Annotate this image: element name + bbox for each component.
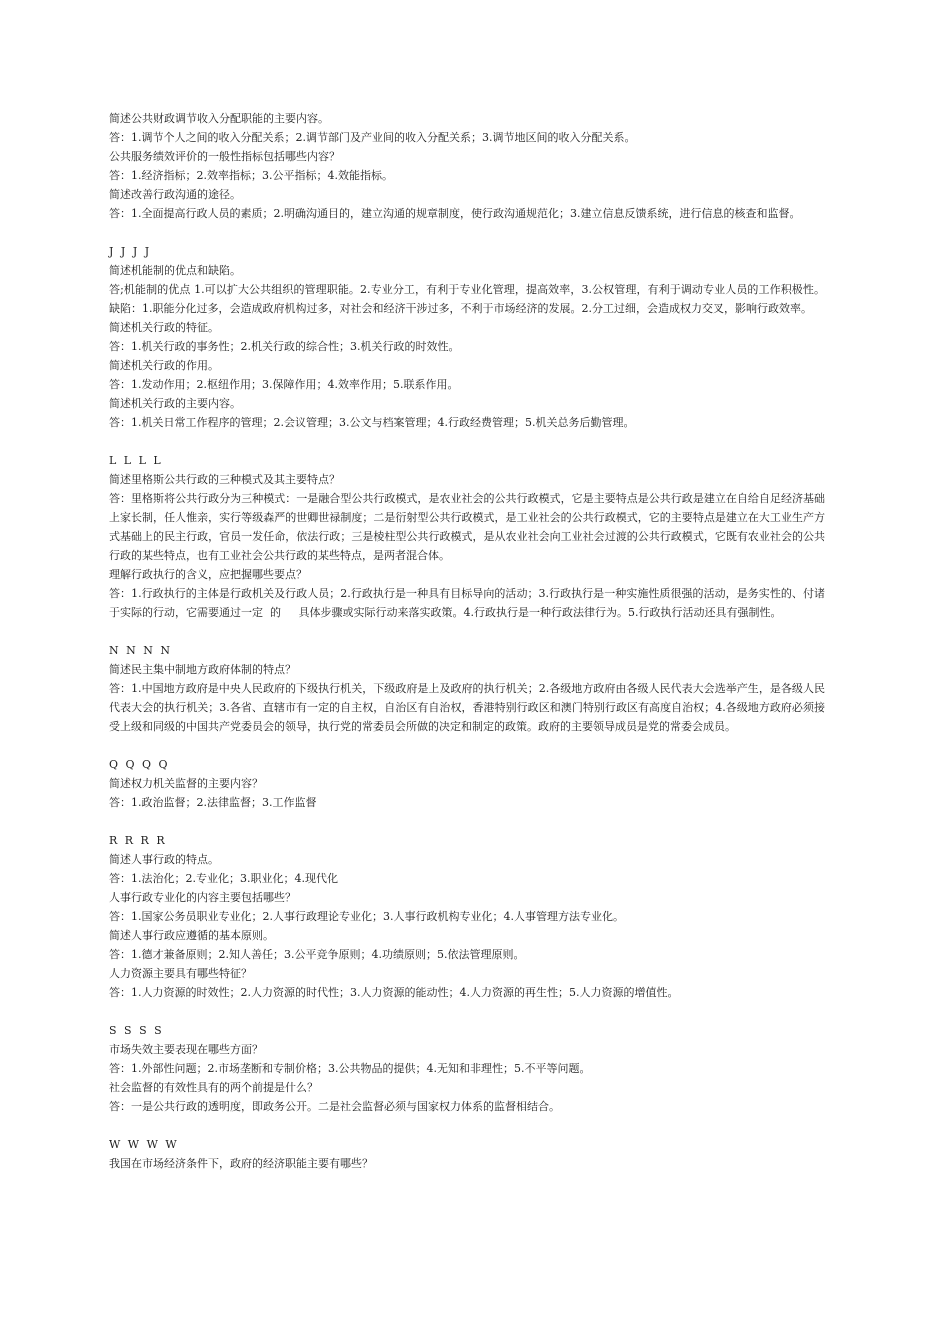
question-text: 理解行政执行的含义，应把握哪些要点？ [109, 568, 307, 581]
qa-block [109, 641, 825, 736]
section-letter-heading: R R R R [109, 834, 167, 847]
answer-text: 答：里格斯将公共行政分为三种模式：一是融合型公共行政模式，是农业社会的公共行政模式，它是主要特点是公共行政是建立在自给自足经济基础上家长制，任人惟亲，实行等级森严的世卿世禄制度；二是衍射型公共行政模式，是工业社会的公共行政模式，它的主要特点是建立在大工业生产方式基础上的民主行政，官员一发任命，依法行政；三是棱柱型公共行政模式，是从农业社会向工业社会过渡的公共行政模式，它既有农业社会的公共行政的某些特点，也有工业社会公共行政的某些特点，是两者混合体。 [109, 492, 825, 562]
question-text: 简述机能制的优点和缺陷。 [109, 264, 241, 277]
qa-block [109, 242, 825, 432]
answer-text: 答：1.行政执行的主体是行政机关及行政人员；2.行政执行是一种具有目标导向的活动；3.行政执行是一种实施性质很强的活动，是务实性的、付诸于实际的行动，它需要通过一定 的 具体步骤或实际行动来落实政策。4.行政执行是一种行政法律行为。5.行政执行活动还具有强制性。 [109, 587, 825, 619]
question-text: 公共服务绩效评价的一般性指标包括哪些内容？ [109, 150, 340, 163]
question-text: 简述公共财政调节收入分配职能的主要内容。 [109, 112, 329, 125]
answer-text: 答：1.全面提高行政人员的素质；2.明确沟通目的，建立沟通的规章制度，使行政沟通规范化；3.建立信息反馈系统，进行信息的核查和监督。 [109, 207, 801, 220]
qa-block [109, 831, 825, 1002]
section-letter-heading: L L L L [109, 454, 163, 467]
question-text: 市场失效主要表现在哪些方面？ [109, 1043, 263, 1056]
question-text: 人事行政专业化的内容主要包括哪些？ [109, 891, 296, 904]
qa-block [109, 1021, 825, 1116]
answer-text: 答：1.法治化；2.专业化；3.职业化；4.现代化 [109, 872, 338, 885]
question-text: 简述机关行政的特征。 [109, 321, 219, 334]
section-letter-heading: Q Q Q Q [109, 758, 170, 771]
answer-text: 答：1.机关行政的事务性；2.机关行政的综合性；3.机关行政的时效性。 [109, 340, 460, 353]
section-letter-heading: N N N N [109, 644, 172, 657]
question-text: 简述机关行政的作用。 [109, 359, 219, 372]
answer-text: 答：1.外部性问题；2.市场垄断和专制价格；3.公共物品的提供；4.无知和非理性；5.不平等问题。 [109, 1062, 591, 1075]
question-text: 简述权力机关监督的主要内容？ [109, 777, 263, 790]
answer-text: 答：1.经济指标；2.效率指标；3.公平指标；4.效能指标。 [109, 169, 393, 182]
answer-text: 答：1.调节个人之间的收入分配关系；2.调节部门及产业间的收入分配关系；3.调节地区间的收入分配关系。 [109, 131, 636, 144]
question-text: 人力资源主要具有哪些特征？ [109, 967, 252, 980]
answer-text: 答：1.德才兼备原则；2.知人善任；3.公平竞争原则；4.功绩原则；5.依法管理原则。 [109, 948, 525, 961]
answer-text: 答;机能制的优点 1.可以扩大公共组织的管理职能。2.专业分工，有利于专业化管理，提高效率，3.公权管理，有利于调动专业人员的工作积极性。缺陷：1.职能分化过多，会造成政府机构过多，对社会和经济干涉过多，不利于市场经济的发展。2.分工过细，会造成权力交叉，影响行政效率。 [109, 283, 825, 315]
question-text: 简述里格斯公共行政的三种模式及其主要特点？ [109, 473, 340, 486]
qa-block [109, 451, 825, 622]
question-text: 简述人事行政应遵循的基本原则。 [109, 929, 274, 942]
answer-text: 答：1.中国地方政府是中央人民政府的下级执行机关，下级政府是上及政府的执行机关；2.各级地方政府由各级人民代表大会选举产生，是各级人民代表大会的执行机关；3.各省、直辖市有一定的自主权，自治区有自治权，香港特别行政区和澳门特别行政区有高度自治权；4.各级地方政府必须接受上级和同级的中国共产党委员会的领导，执行党的常委员会所做的决定和制定的政策。政府的主要领导成员是党的常委会成员。 [109, 682, 825, 733]
question-text: 简述民主集中制地方政府体制的特点？ [109, 663, 296, 676]
document-body [109, 109, 825, 1173]
answer-text: 答：1.政治监督；2.法律监督；3.工作监督 [109, 796, 317, 809]
answer-text: 答：1.机关日常工作程序的管理；2.会议管理；3.公文与档案管理；4.行政经费管理；5.机关总务后勤管理。 [109, 416, 635, 429]
section-letter-heading: S S S S [109, 1024, 164, 1037]
answer-text: 答：1.人力资源的时效性；2.人力资源的时代性；3.人力资源的能动性；4.人力资源的再生性；5.人力资源的增值性。 [109, 986, 679, 999]
question-text: 我国在市场经济条件下，政府的经济职能主要有哪些？ [109, 1157, 373, 1170]
answer-text: 答：1.国家公务员职业专业化；2.人事行政理论专业化；3.人事行政机构专业化；4.人事管理方法专业化。 [109, 910, 624, 923]
section-letter-heading: W W W W [109, 1138, 179, 1151]
qa-block [109, 1135, 825, 1173]
question-text: 简述机关行政的主要内容。 [109, 397, 241, 410]
answer-text: 答：1.发动作用；2.枢纽作用；3.保障作用；4.效率作用；5.联系作用。 [109, 378, 459, 391]
qa-block [109, 109, 825, 223]
question-text: 社会监督的有效性具有的两个前提是什么？ [109, 1081, 318, 1094]
answer-text: 答：一是公共行政的透明度，即政务公开。二是社会监督必须与国家权力体系的监督相结合。 [109, 1100, 560, 1113]
qa-block [109, 755, 825, 812]
question-text: 简述改善行政沟通的途径。 [109, 188, 241, 201]
question-text: 简述人事行政的特点。 [109, 853, 219, 866]
section-letter-heading: J J J J [109, 245, 152, 258]
